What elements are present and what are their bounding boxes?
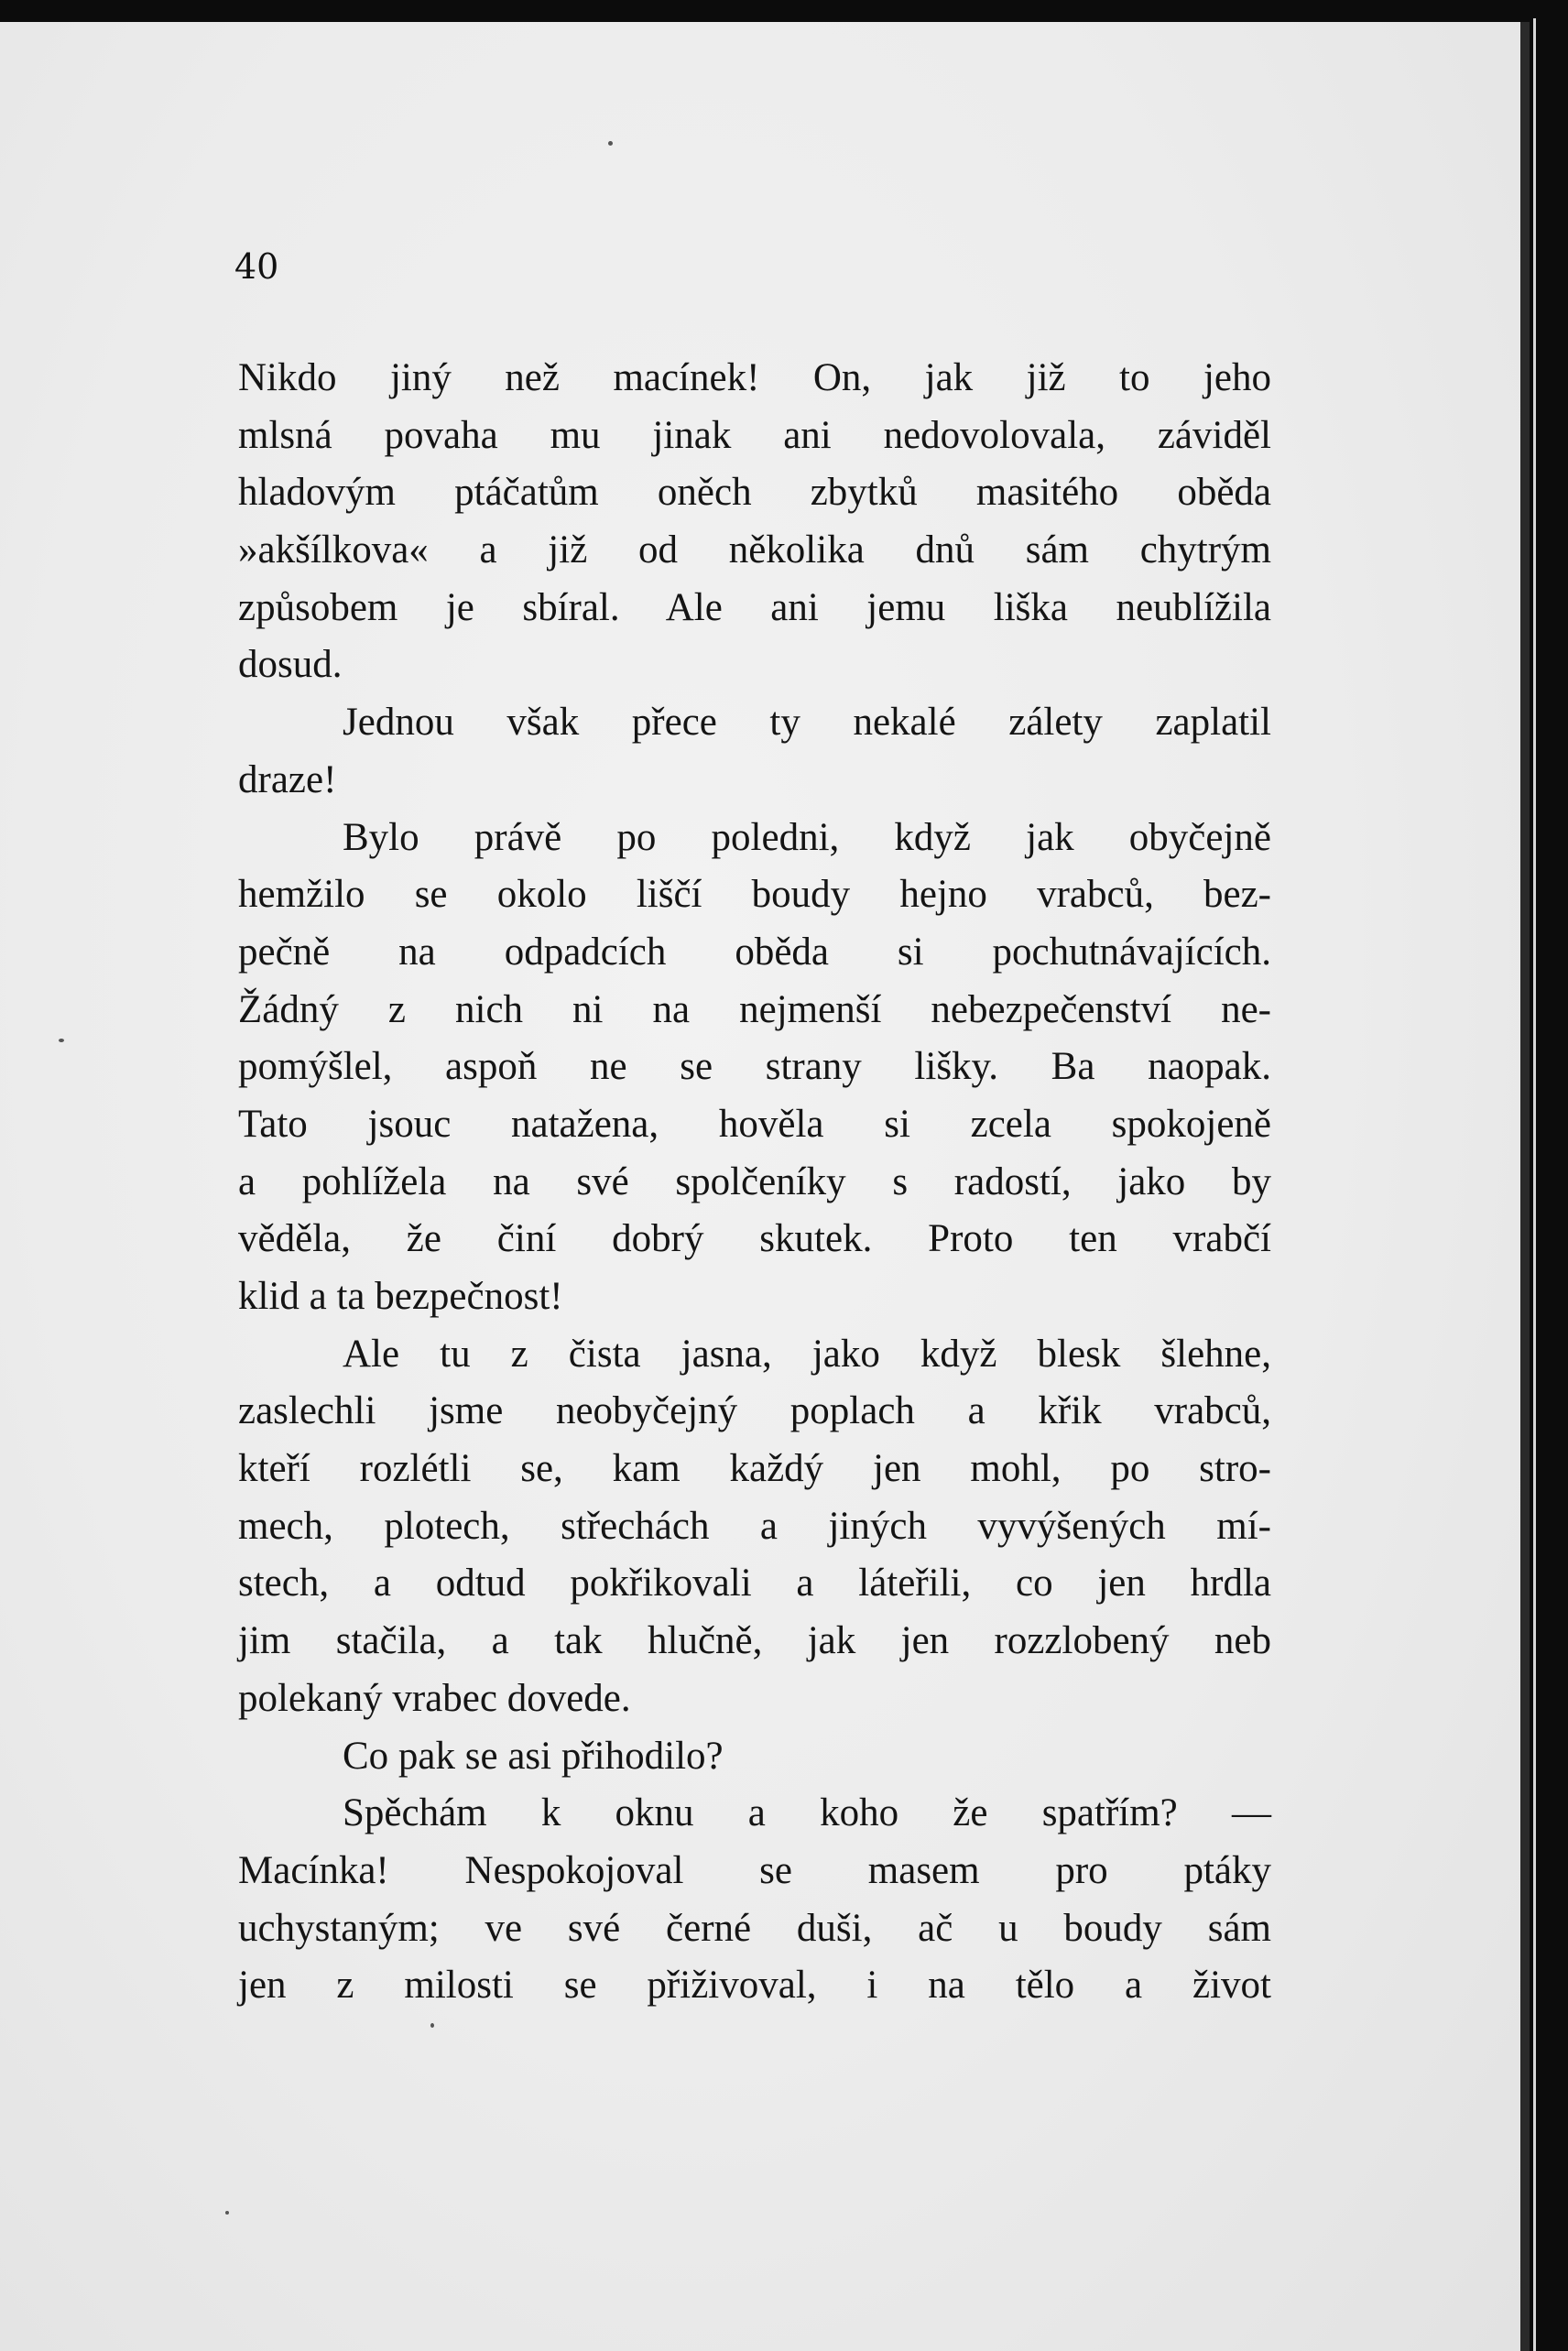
paper-speck [59, 1039, 64, 1042]
text-line: stech, a odtud pokřikovali a láteřili, co jen hrdla [238, 1562, 1271, 1605]
paper-speck [430, 2023, 434, 2028]
text-line: »akšílkova« a již od několika dnů sám chytrým [238, 528, 1271, 572]
paper-speck [608, 141, 613, 146]
text-line: uchystaným; ve své černé duši, ač u boudy sám [238, 1906, 1271, 1950]
text-line: Ale tu z čista jasna, jako když blesk šlehne, [343, 1332, 1271, 1376]
text-line: draze! [238, 757, 337, 801]
text-line: Co pak se asi přihodilo? [343, 1734, 724, 1778]
text-line: věděla, že činí dobrý skutek. Proto ten vrabčí [238, 1217, 1271, 1261]
text-line: Bylo právě po poledni, když jak obyčejně [343, 815, 1271, 859]
page-edge-line [1533, 18, 1536, 2351]
text-line: klid a ta bezpečnost! [238, 1275, 563, 1318]
text-line: Tato jsouc natažena, hověla si zcela spokojeně [238, 1102, 1271, 1146]
text-line: pečně na odpadcích oběda si pochutnávajících. [238, 930, 1271, 974]
text-line: mech, plotech, střechách a jiných vyvýšených mí- [238, 1504, 1271, 1548]
body-text [238, 350, 1271, 2015]
page-edge-shadow [1520, 22, 1530, 2351]
text-line: jen z milosti se přiživoval, i na tělo a život [238, 1964, 1271, 2008]
text-line: dosud. [238, 643, 343, 687]
text-line: zaslechli jsme neobyčejný poplach a křik vrabců, [238, 1389, 1271, 1433]
text-line: jim stačila, a tak hlučně, jak jen rozzlobený neb [238, 1619, 1271, 1663]
text-line: hemžilo se okolo liščí boudy hejno vrabců, bez- [238, 873, 1271, 917]
page-number: 40 [234, 246, 279, 287]
text-line: polekaný vrabec dovede. [238, 1676, 631, 1720]
text-line: Žádný z nich ni na nejmenší nebezpečenství ne- [238, 987, 1271, 1031]
text-line: hladovým ptáčatům oněch zbytků masitého oběda [238, 471, 1271, 515]
text-line: Jednou však přece ty nekalé zálety zaplatil [343, 701, 1271, 745]
text-line: kteří rozlétli se, kam každý jen mohl, po stro- [238, 1447, 1271, 1491]
text-line: Spěchám k oknu a koho že spatřím? — [343, 1791, 1271, 1835]
text-line: mlsná povaha mu jinak ani nedovolovala, záviděl [238, 413, 1271, 457]
text-line: pomýšlel, aspoň ne se strany lišky. Ba naopak. [238, 1045, 1271, 1089]
text-line: Macínka! Nespokojoval se masem pro ptáky [238, 1848, 1271, 1892]
paper-speck [225, 2211, 229, 2215]
text-line: Nikdo jiný než macínek! On, jak již to jeho [238, 356, 1271, 399]
text-line: a pohlížela na své spolčeníky s radostí, jako by [238, 1159, 1271, 1203]
text-line: způsobem je sbíral. Ale ani jemu liška neublížila [238, 585, 1271, 629]
